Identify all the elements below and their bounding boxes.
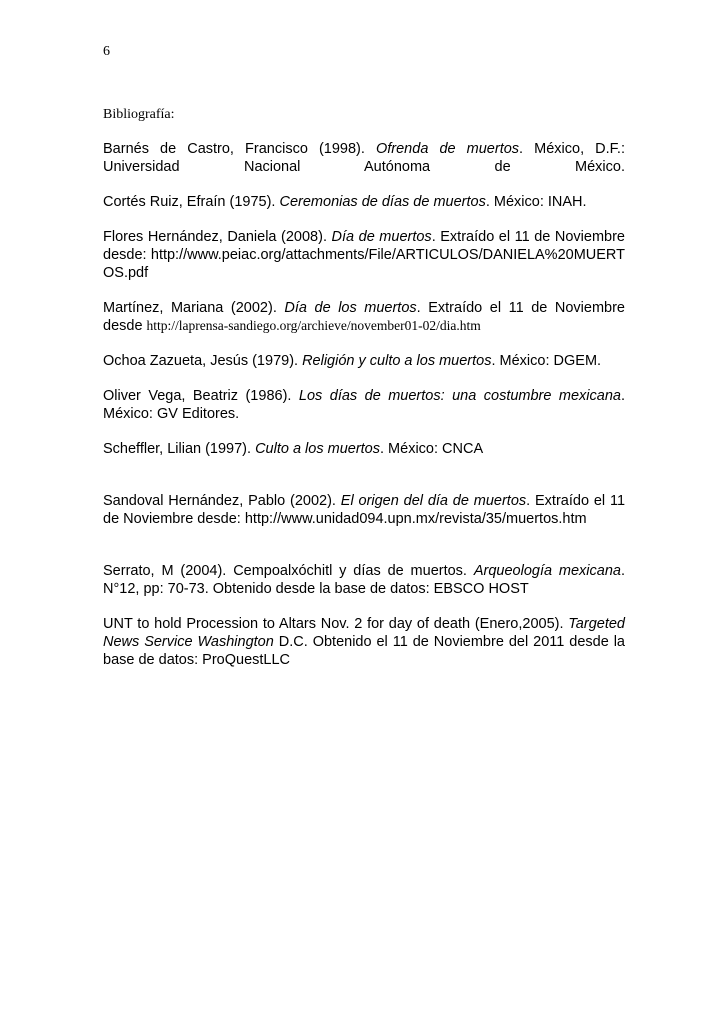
bibliography-entry-martinez <box>103 299 625 335</box>
entry-retrieval: . Extraído el 11 de Noviembre desde: <box>103 229 625 263</box>
page-number: 6 <box>103 44 110 59</box>
bibliography-entry-ochoa <box>103 352 625 370</box>
bibliography-entry-oliver <box>103 387 625 423</box>
entry-title: Arqueología mexicana <box>473 563 621 579</box>
entry-publisher: . México: INAH. <box>485 194 587 210</box>
entry-author-date: Cortés Ruiz, Efraín (1975). <box>103 194 280 210</box>
bibliography-entry-flores <box>103 228 625 282</box>
entry-author-date: Flores Hernández, Daniela (2008). <box>103 229 332 245</box>
entry-author-date: Ochoa Zazueta, Jesús (1979). <box>103 353 303 369</box>
bibliography-entry-serrato <box>103 562 625 598</box>
bibliography-entry-cortes <box>103 193 625 211</box>
entry-title: Targeted News Service Washington <box>103 616 625 650</box>
bibliography-heading: Bibliografía: <box>103 107 175 122</box>
entry-title: Día de muertos <box>331 229 432 245</box>
entry-title: Culto a los muertos <box>255 441 380 457</box>
entry-retrieval: . Extraído el 11 de Noviembre desde <box>103 300 625 334</box>
entry-title: Religión y culto a los muertos <box>302 353 492 369</box>
bibliography-list <box>103 140 625 686</box>
entry-title: Día de los muertos <box>284 300 417 316</box>
entry-author-date: Serrato, M (2004). Cempoalxóchitl y días de muertos. <box>103 563 474 579</box>
entry-source: D.C. Obtenido el 11 de Noviembre del 2011 desde la base de datos: ProQuestLLC <box>103 634 625 668</box>
entry-author-date: Scheffler, Lilian (1997). <box>103 441 256 457</box>
bibliography-entry-scheffler <box>103 440 625 458</box>
entry-author-date: Oliver Vega, Beatriz (1986). <box>103 388 299 404</box>
bibliography-entry-unt <box>103 615 625 669</box>
entry-url: http://laprensa-sandiego.org/archieve/november01-02/dia.htm <box>146 318 481 333</box>
entry-author-date: UNT to hold Procession to Altars Nov. 2 for day of death (Enero,2005). <box>103 616 569 632</box>
entry-author-date: Barnés de Castro, Francisco (1998). <box>103 141 376 157</box>
bibliography-entry-barnes <box>103 140 625 176</box>
entry-publisher: . México, D.F.: Universidad Nacional Autónoma de México. <box>103 141 625 175</box>
bibliography-entry-sandoval <box>103 492 625 528</box>
entry-publisher: . México: CNCA <box>380 441 484 457</box>
entry-title: Ceremonias de días de muertos <box>279 194 486 210</box>
entry-author-date: Sandoval Hernández, Pablo (2002). <box>103 493 341 509</box>
entry-retrieval: . Extraído el 11 de Noviembre desde: http://www.unidad094.upn.mx/revista/35/muertos.htm <box>103 493 626 527</box>
entry-publisher: . México: GV Editores. <box>103 388 625 422</box>
entry-publisher: . México: DGEM. <box>491 353 602 369</box>
entry-title: Los días de muertos: una costumbre mexicana <box>298 388 621 404</box>
entry-source: . N°12, pp: 70-73. Obtenido desde la base de datos: EBSCO HOST <box>103 563 625 597</box>
entry-url: http://www.peiac.org/attachments/File/ARTICULOS/DANIELA%20MUERTOS.pdf <box>103 247 625 281</box>
entry-title: El origen del día de muertos <box>340 493 527 509</box>
entry-author-date: Martínez, Mariana (2002). <box>103 300 285 316</box>
entry-title: Ofrenda de muertos <box>375 141 520 157</box>
